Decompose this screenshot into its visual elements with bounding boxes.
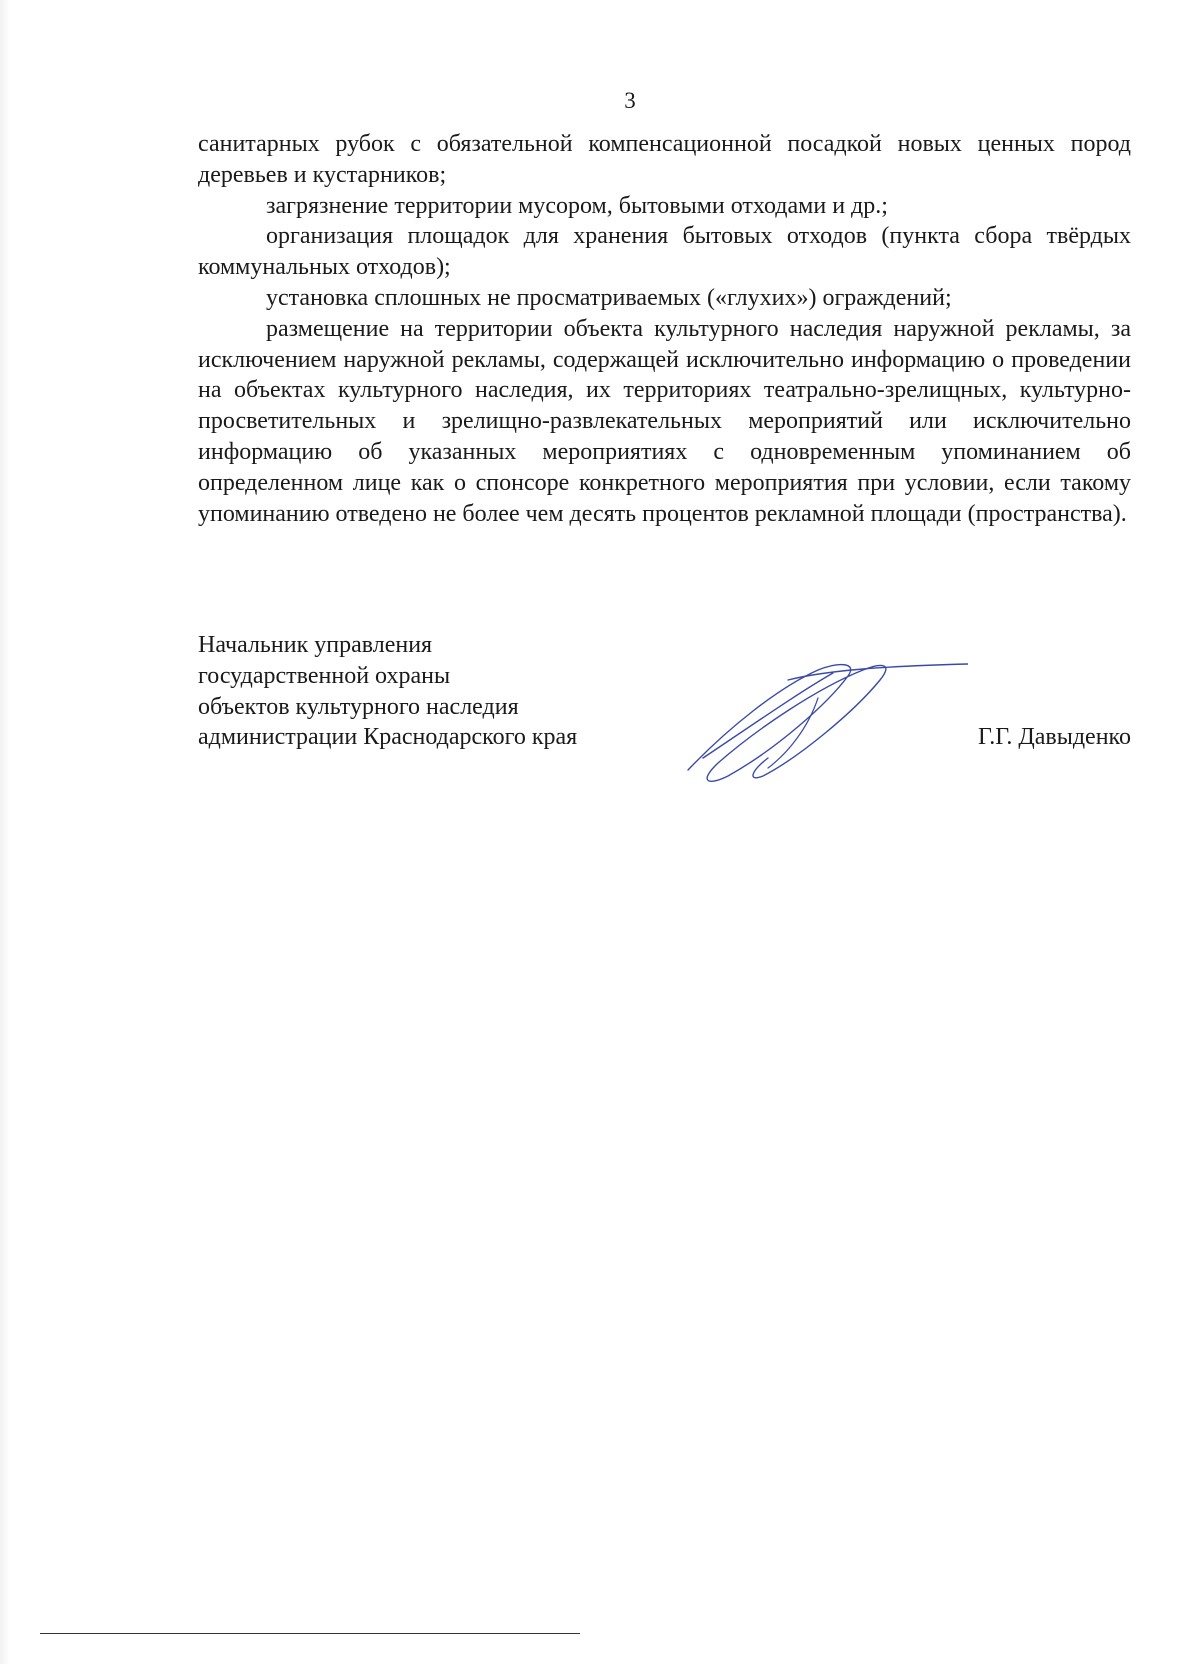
paragraph-waste-sites: организация площадок для хранения бытовых отходов (пункта сбора твёрдых коммунальных отходов); bbox=[198, 223, 1131, 281]
paragraph-pollution: загрязнение территории мусором, бытовыми отходами и др.; bbox=[266, 192, 888, 219]
handwritten-signature bbox=[668, 658, 968, 788]
document-body bbox=[198, 129, 1131, 529]
signature-block bbox=[198, 630, 1131, 780]
position-line: администрации Краснодарского края bbox=[198, 724, 578, 751]
position-line: Начальник управления bbox=[198, 632, 433, 658]
paragraph-advertising: размещение на территории объекта культурного наследия наружной рекламы, за исключением наружной рекламы, содержащей исключительно информацию о проведении на объектах культурного наследия, их территориях театрально-зрелищных, культурно-просветительных и зрелищно-развлекательных мероприятий или исключительно информацию об указанных мероприятиях с одновременным упоминанием об определенном лице как о спонсоре конкретного мероприятия при условии, если такому упоминанию отведено не более чем десять процентов рекламной площади (пространства). bbox=[198, 315, 1131, 527]
position-line: государственной охраны bbox=[198, 662, 451, 689]
footer-rule bbox=[40, 1633, 580, 1634]
position-line: объектов культурного наследия bbox=[198, 693, 519, 720]
signature-stroke bbox=[688, 665, 886, 782]
paragraph-fences: установка сплошных не просматриваемых («глухих») ограждений; bbox=[266, 284, 952, 311]
signer-name: Г.Г. Давыденко bbox=[978, 724, 1131, 750]
page-number: 3 bbox=[624, 88, 636, 113]
signature-stroke bbox=[703, 664, 968, 758]
signer-position bbox=[198, 630, 577, 753]
scan-edge-shadow bbox=[0, 0, 10, 1664]
paragraph-continuation: санитарных рубок с обязательной компенсационной посадкой новых ценных пород деревьев и кустарников; bbox=[198, 131, 1131, 188]
